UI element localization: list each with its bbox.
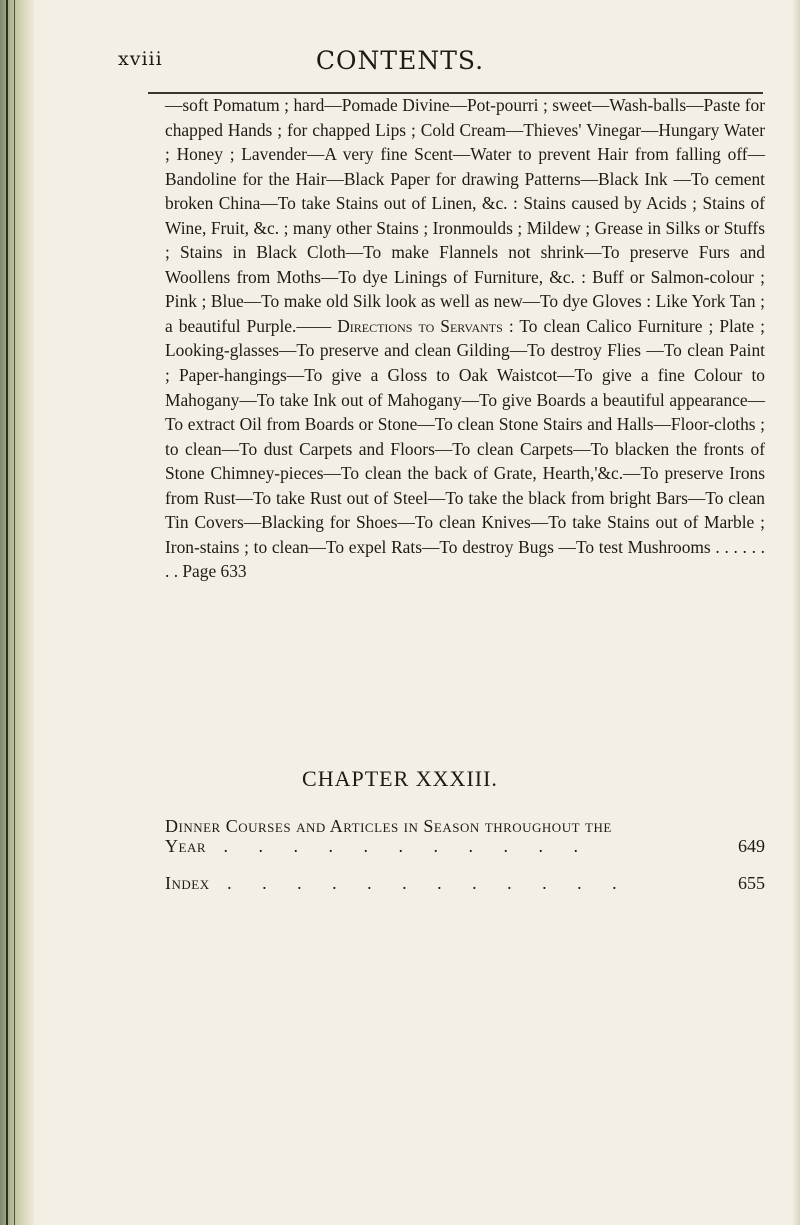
page-binding-shadow	[0, 0, 34, 1225]
page-reference: Page 633	[182, 561, 247, 582]
toc-page-number: 649	[738, 836, 765, 856]
contents-paragraph	[165, 93, 765, 584]
toc-page-number: 655	[738, 873, 765, 893]
binding-line	[6, 0, 8, 1225]
running-title: CONTENTS.	[315, 46, 485, 75]
toc-entry-dinner-courses	[165, 816, 765, 837]
toc-entry-index	[165, 873, 765, 894]
toc-entry-label: Dinner Courses and Articles in Season throughout the	[165, 816, 612, 836]
toc-entry-dinner-courses-continued	[165, 836, 765, 857]
contents-text-part1: —soft Pomatum ; hard—Pomade Divine—Pot-pourri ; sweet—Wash-balls—Paste for chapped Hands ; for chapped Lips ; Cold Cream—Thieves' Vinegar—Hungary Water ; Honey ; Lavender—A very fine Scent—Water to prevent Hair from falling off—Bandoline for the Hair—Black Paper for drawing Patterns—Black Ink —To cement broken China—To take Stains out of Linen, &c. : Stains caused by Acids ; Stains of Wine, Fruit, &c. ; many other Stains ; Ironmoulds ; Mildew ; Grease in Silks or Stuffs ; Stains in Black Cloth—To make Flannels not shrink—To preserve Furs and Woollens from Moths—To dye Linings of Furniture, &c. : Buff or Salmon-colour ; Pink ; Blue—To make old Silk look as well as new—To dye Gloves : Like York Tan ; a beautiful Purple.——	[165, 95, 765, 336]
section-heading-servants: Directions to Servants :	[337, 315, 514, 336]
chapter-heading: CHAPTER XXXIII.	[302, 766, 498, 791]
binding-line	[14, 0, 15, 1225]
page-edge	[792, 0, 800, 1225]
toc-entry-label: Index	[165, 873, 210, 893]
leader-dots: . . . . . . . .	[165, 536, 766, 582]
toc-entry-label: Year	[165, 836, 206, 856]
contents-text-part2: To clean Calico Furniture ; Plate ; Looking-glasses—To preserve and clean Gilding—To destroy Flies —To clean Paint ; Paper-hangings—To give a Gloss to Oak Waistcot—To give a fine Colour to Mahogany—To take Ink out of Mahogany—To give Boards a beautiful appearance—To extract Oil from Boards or Stone—To clean Stone Stairs and Halls—Floor-cloths ; to clean—To dust Carpets and Floors—To clean Carpets—To blacken the fronts of Stone Chimney-pieces—To clean the back of Grate, Hearth,'&c.—To preserve Irons from Rust—To take Rust out of Steel—To take the black from bright Bars—To clean Tin Covers—Blacking for Shoes—To clean Knives—To take Stains out of Marble ; Iron-stains ; to clean—To expel Rats—To destroy Bugs —To test Mushrooms	[165, 315, 765, 557]
page-number: xviii	[118, 48, 163, 70]
leader-dots: . . . . . . . . . . . .	[209, 873, 630, 893]
leader-dots: . . . . . . . . . . .	[206, 836, 591, 856]
